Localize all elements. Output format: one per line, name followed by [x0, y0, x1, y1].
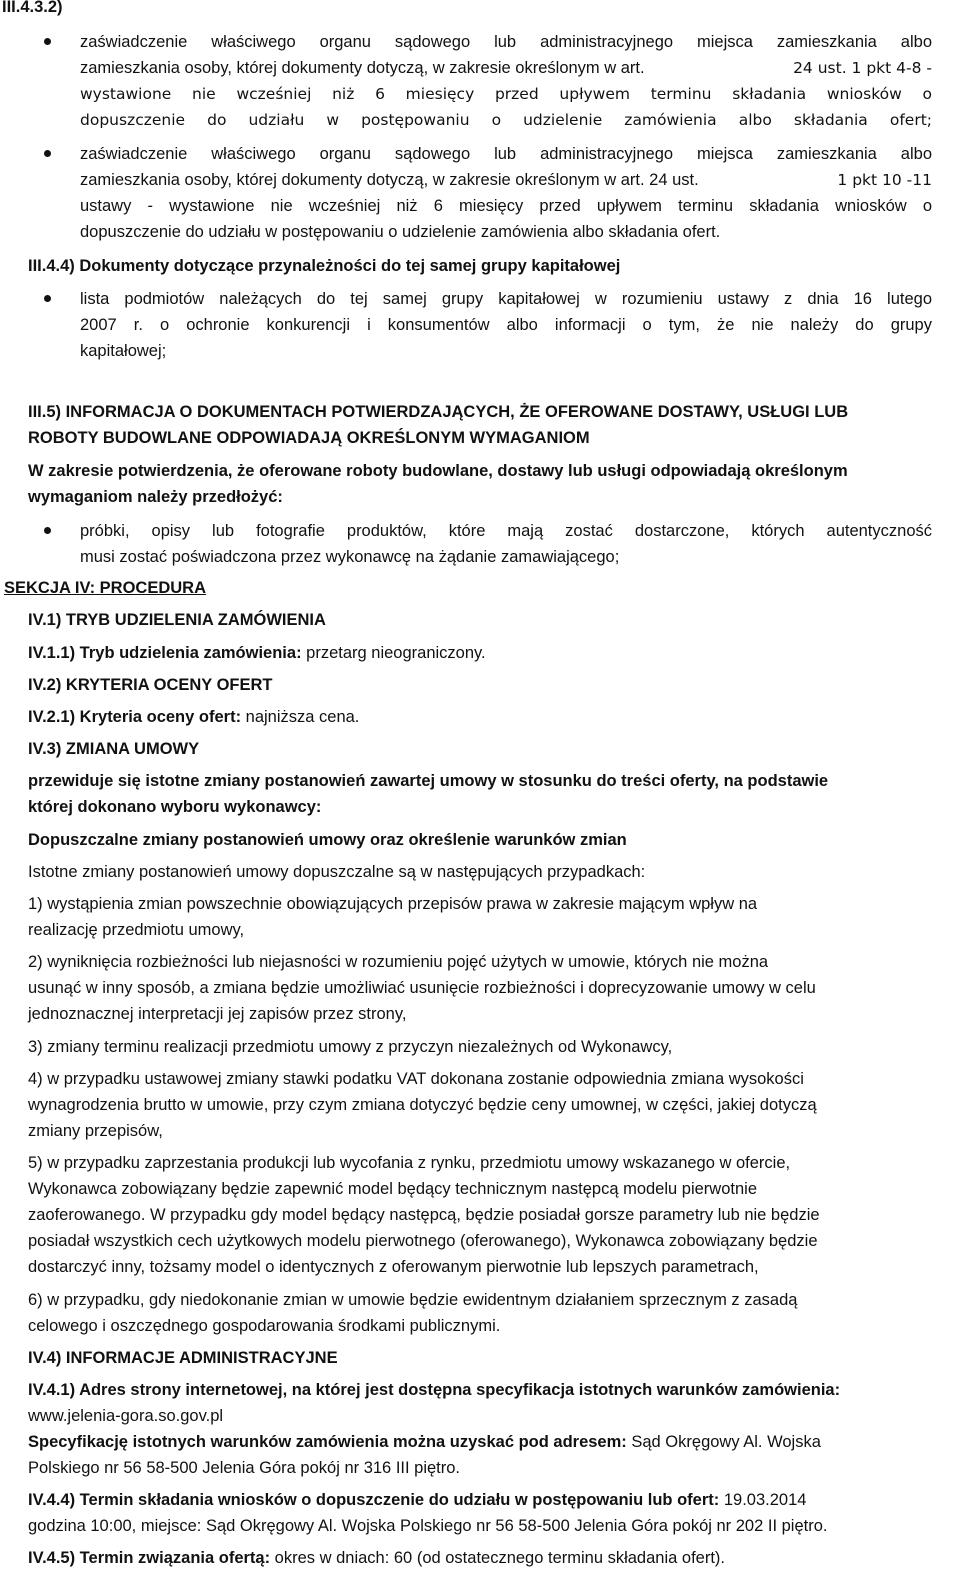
paragraph-line: W zakresie potwierdzenia, że oferowane roboty budowlane, dostawy lub usługi odpowiadają określonym — [28, 462, 848, 480]
paragraph-line: przewiduje się istotne zmiany postanowień zawartej umowy w stosunku do treści oferty, na podstawie — [28, 772, 829, 790]
section-heading: IV.2) KRYTERIA OCENY OFERT — [28, 676, 273, 694]
list-item-line: 3) zmiany terminu realizacji przedmiotu umowy z przyczyn niezależnych od Wykonawcy, — [28, 1038, 673, 1056]
field-line: IV.1.1) Tryb udzielenia zamówienia: przetarg nieograniczony. — [28, 644, 486, 662]
section-heading: IV.4) INFORMACJE ADMINISTRACYJNE — [28, 1349, 338, 1367]
list-item-line: zaoferowanego. W przypadku gdy model będący następcą, będzie posiadał gorsze parametry lub nie będzie — [28, 1206, 820, 1224]
bullet-text-line: zamieszkania osoby, której dokumenty dotyczą, w zakresie określonym w art. 24 ust. 1 pkt 4-8 - — [80, 59, 932, 77]
bullet-text-line: próbki, opisy lub fotografie produktów, które mają zostać dostarczone, których autentyczność — [80, 522, 932, 540]
section-ref: III.4.3.2) — [2, 0, 63, 16]
bullet-text-line: 2007 r. o ochronie konkurencji i konsumentów albo informacji o tym, że nie należy do grupy — [80, 316, 932, 334]
field-line: IV.4.5) Termin związania ofertą: okres w dniach: 60 (od ostatecznego terminu składania ofert). — [28, 1549, 725, 1567]
bullet-text-line: dopuszczenie do udziału w postępowaniu o udzielenie zamówienia albo składania ofert; — [80, 111, 932, 129]
paragraph-line: której dokonano wyboru wykonawcy: — [28, 798, 322, 816]
list-item-line: 1) wystąpienia zmian powszechnie obowiązujących przepisów prawa w zakresie mającym wpływ na — [28, 895, 758, 913]
paragraph-line: wymaganiom należy przedłożyć: — [28, 488, 283, 506]
list-item-line: 5) w przypadku zaprzestania produkcji lub wycofania z rynku, przedmiotu umowy wskazanego w ofercie, — [28, 1154, 791, 1172]
bullet-text-line: zaświadczenie właściwego organu sądowego lub administracyjnego miejsca zamieszkania albo — [80, 33, 932, 51]
field-line: Polskiego nr 56 58-500 Jelenia Góra pokój nr 316 III piętro. — [28, 1459, 461, 1477]
bullet-text-line: lista podmiotów należących do tej samej grupy kapitałowej w rozumieniu ustawy z dnia 16 lutego — [80, 290, 932, 308]
website-link[interactable]: www.jelenia-gora.so.gov.pl — [28, 1407, 224, 1425]
list-item-line: 4) w przypadku ustawowej zmiany stawki podatku VAT dokonana zostanie odpowiednia zmiana wysokości — [28, 1070, 804, 1088]
bullet-text-line: zamieszkania osoby, której dokumenty dotyczą, w zakresie określonym w art. 24 ust. 1 pkt 10 -11 — [80, 171, 932, 189]
section-heading: IV.1) TRYB UDZIELENIA ZAMÓWIENIA — [28, 611, 326, 629]
section-heading: ROBOTY BUDOWLANE ODPOWIADAJĄ OKREŚLONYM WYMAGANIOM — [28, 429, 590, 447]
field-label: IV.4.1) Adres strony internetowej, na której jest dostępna specyfikacja istotnych warunków zamówienia: — [28, 1381, 841, 1399]
bullet-text-line: musi zostać poświadczona przez wykonawcę na żądanie zamawiającego; — [80, 548, 620, 566]
bullet-icon — [44, 527, 51, 534]
bullet-icon — [44, 38, 51, 45]
bullet-text-line: kapitałowej; — [80, 342, 167, 360]
list-item-line: dostarczyć inny, tożsamy model o identycznych z oferowanym pierwotnie lub lepszych parametrach, — [28, 1258, 759, 1276]
list-item-line: usunąć w inny sposób, a zmiana będzie umożliwiać usunięcie rozbieżności i doprecyzowanie umowy w celu — [28, 979, 816, 997]
list-item-line: wynagrodzenia brutto w umowie, przy czym zmiana dotyczyć będzie ceny umownej, w części, jakiej dotyczą — [28, 1096, 817, 1114]
bullet-text-line: dopuszczenie do udziału w postępowaniu o udzielenie zamówienia albo składania ofert. — [80, 223, 721, 241]
field-line: IV.4.4) Termin składania wniosków o dopuszczenie do udziału w postępowaniu lub ofert: 19.03.2014 — [28, 1491, 807, 1509]
section-heading: III.4.4) Dokumenty dotyczące przynależności do tej samej grupy kapitałowej — [28, 257, 621, 275]
bullet-icon — [44, 295, 51, 302]
bullet-text-line: wystawione nie wcześniej niż 6 miesięcy przed upływem terminu składania wniosków o — [80, 85, 932, 103]
list-item-line: Wykonawca zobowiązany będzie zapewnić model będący technicznym następcą modelu pierwotnie — [28, 1180, 757, 1198]
section-heading: III.5) INFORMACJA O DOKUMENTACH POTWIERDZAJĄCYCH, ŻE OFEROWANE DOSTAWY, USŁUGI LUB — [28, 403, 849, 421]
section-title: SEKCJA IV: PROCEDURA — [4, 579, 207, 597]
field-line: IV.2.1) Kryteria oceny ofert: najniższa cena. — [28, 708, 360, 726]
list-item-line: jednoznacznej interpretacji jej zapisów przez strony, — [28, 1005, 407, 1023]
field-line: Specyfikację istotnych warunków zamówienia można uzyskać pod adresem: Sąd Okręgowy Al. Wojska — [28, 1433, 821, 1451]
section-heading: IV.3) ZMIANA UMOWY — [28, 740, 200, 758]
subheading: Dopuszczalne zmiany postanowień umowy oraz określenie warunków zmian — [28, 831, 627, 849]
list-item-line: realizację przedmiotu umowy, — [28, 921, 245, 939]
field-line: godzina 10:00, miejsce: Sąd Okręgowy Al. Wojska Polskiego nr 56 58-500 Jelenia Góra pokój nr 202 II piętro. — [28, 1517, 828, 1535]
list-item-line: posiadał wszystkich cech użytkowych modelu pierwotnego (oferowanego), Wykonawca zobowiązany będzie — [28, 1232, 818, 1250]
paragraph-line: Istotne zmiany postanowień umowy dopuszczalne są w następujących przypadkach: — [28, 863, 646, 881]
bullet-text-line: zaświadczenie właściwego organu sądowego lub administracyjnego miejsca zamieszkania albo — [80, 145, 932, 163]
list-item-line: 2) wyniknięcia rozbieżności lub niejasności w rozumieniu pojęć użytych w umowie, których nie można — [28, 953, 769, 971]
list-item-line: 6) w przypadku, gdy niedokonanie zmian w umowie będzie ewidentnym działaniem sprzecznym z zasadą — [28, 1291, 798, 1309]
bullet-icon — [44, 150, 51, 157]
bullet-text-line: ustawy - wystawione nie wcześniej niż 6 miesięcy przed upływem terminu składania wniosków o — [80, 197, 932, 215]
list-item-line: celowego i oszczędnego gospodarowania środkami publicznymi. — [28, 1317, 501, 1335]
list-item-line: zmiany przepisów, — [28, 1122, 163, 1140]
